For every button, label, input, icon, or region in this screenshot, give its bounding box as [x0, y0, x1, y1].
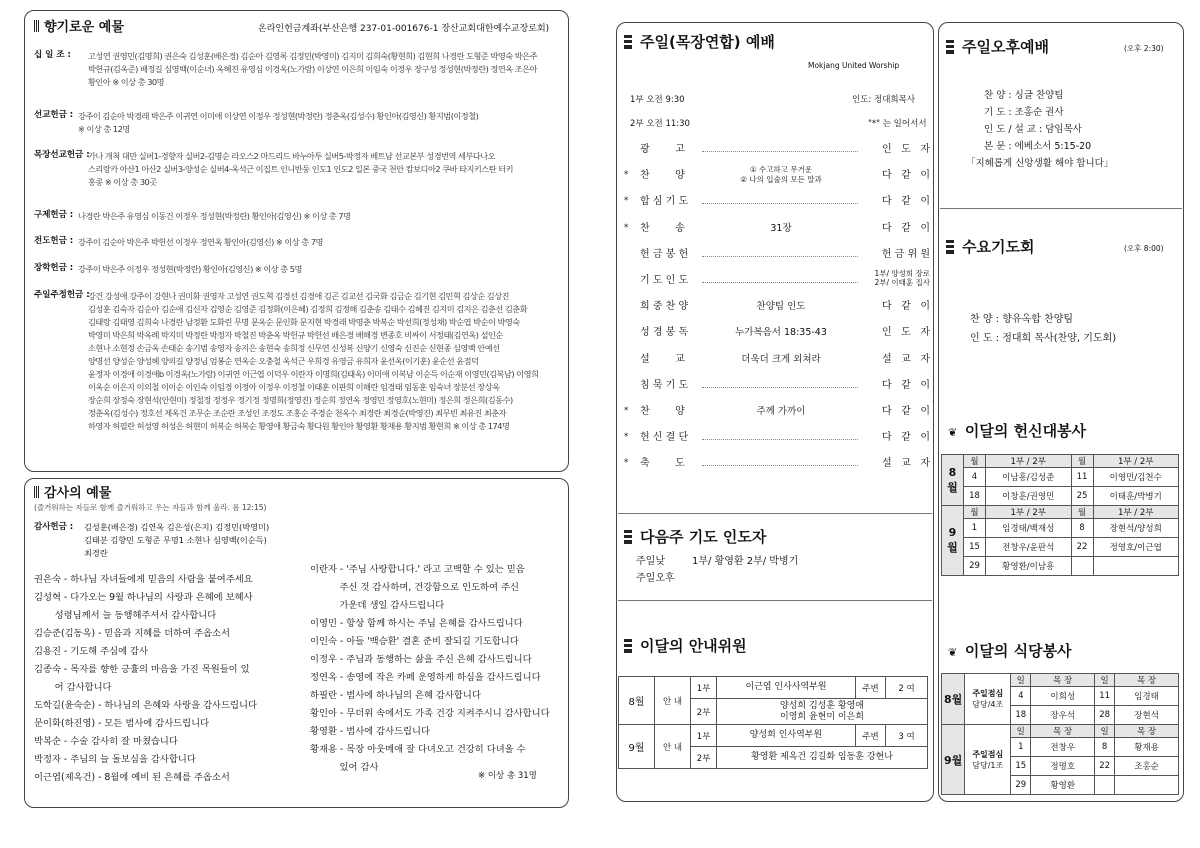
offering-group-line: 하영자 허필란 허성영 허성은 허현미 허복순 허복순 황영애 황금숙 황다원 황인아 황영환 황재용 황지범 황현희 ※ 이상 총 174명: [88, 421, 510, 431]
order-item: 설 교: [640, 353, 685, 365]
kitchen-head-cell: 목 장: [1115, 674, 1179, 687]
offering-group-line: 김태랑 김태영 김희숙 나경란 남정환 도화린 무명 문옥순 문인화 문지현 박경래 박명춘 박복순 박선희(정성채) 박순엽 박순이 박영숙: [88, 317, 520, 327]
service-head-cell: 월: [964, 506, 986, 519]
kitchen-group: [965, 674, 1011, 725]
order-leader: 헌 금 위 원: [858, 249, 930, 262]
worship-note: "*" 는 일어서서: [868, 119, 927, 129]
divider: [940, 208, 1182, 209]
service-cell: 18: [964, 487, 986, 506]
order-detail: 31장: [702, 223, 860, 235]
offering-group-line: 강건 강성애 강주이 강현나 권미화 권영자 고성연 권도혁 김경선 김경애 김곤 김교선 김국화 김금순 김기현 김민혁 김상순 김상진: [88, 291, 510, 301]
kitchen-cell: 황재용: [1115, 738, 1179, 757]
kitchen-group-sub: 담당/1조: [972, 760, 1004, 770]
kitchen-head-cell: 일: [1011, 725, 1031, 738]
divider: [618, 513, 932, 514]
thanks-name-line: 김성훈(배은경) 김연옥 김은성(은지) 김정민(박영미): [84, 522, 270, 532]
thanks-entry-line: 황재용 - 목장 아웃메애 잘 다녀오고 건강히 다녀올 수: [310, 744, 526, 755]
order-detail: 찬양팀 인도: [702, 301, 860, 313]
kitchen-table: [941, 673, 1179, 795]
offering-group-label: 선교헌금 :: [34, 110, 74, 120]
usher-names: 양성희 인사역부원: [717, 725, 856, 747]
thanks-label: 감사헌금 :: [34, 522, 74, 532]
afternoon-line: 찬 양 : 싱글 찬양팀: [984, 90, 1064, 101]
service-cell: 22: [1071, 538, 1093, 557]
thanks-entry-line: 정연옥 - 송영에 작은 카페 운영하게 하심을 감사드립니다: [310, 672, 541, 683]
kitchen-head-cell: 목 장: [1115, 725, 1179, 738]
section-icon: [946, 40, 954, 54]
kitchen-cell: 28: [1095, 706, 1115, 725]
thanks-entry-line: 황영환 - 범사에 감사드립니다: [310, 726, 430, 737]
service-header: [942, 455, 1179, 468]
leader-dots: [702, 256, 860, 257]
thanks-name-line: 김태분 김향민 도형준 무명1 소현나 심영백(이순득): [84, 535, 267, 545]
service-cell: 이영민/김천수: [1093, 468, 1179, 487]
usher-names: 양성희 김성훈 황영애 이영희 윤현미 이은희: [717, 699, 928, 725]
order-item: 찬 양: [640, 406, 685, 417]
cross-icon: ❦: [948, 426, 965, 439]
leader-dots: [702, 203, 860, 204]
section-icon: [624, 35, 632, 49]
usher-role: 안 내: [655, 725, 691, 769]
order-leader: 다 같 이: [858, 170, 930, 183]
thanks-title: 감사의 예물: [34, 486, 111, 502]
kitchen-cell: 정명호: [1031, 757, 1095, 776]
thanks-entry-line: 황인아 - 무더위 속에서도 가족 건강 지켜주시니 감사합니다: [310, 708, 550, 719]
offering-group-label: 장학헌금 :: [34, 263, 74, 273]
thanks-entry-line: 권은숙 - 하나님 자녀들에게 믿음의 사람을 붙여주세요: [34, 574, 253, 585]
service-table: [941, 454, 1179, 576]
service-cell: 11: [1071, 468, 1093, 487]
offering-group-line: 박영미 박은희 박옥례 박지미 박정란 박정자 박철진 박춘옥 박헌규 박헌선 배은경 배해경 변종호 비싸이 서정태(김연옥) 설인순: [88, 330, 503, 340]
order-item: 광 고: [640, 144, 685, 155]
thanks-entry-line: 김성혁 - 다가오는 9월 하나님의 사랑과 은혜에 보혜사: [34, 592, 253, 603]
worship-time-1: 1부 오전 9:30: [630, 95, 685, 105]
service-row: [942, 468, 1179, 487]
kitchen-cell: 15: [1011, 757, 1031, 776]
order-detail: 더욱더 크게 외쳐라: [702, 354, 860, 366]
offering-group-line: 가나 개척 대만 실버1-경향자 실버2-김명순 라오스2 마드리드 바누아투 실버5-박정자 베트남 선교본부 성경번역 세부다나오: [88, 151, 496, 161]
service-cell: 15: [964, 538, 986, 557]
usher-floor: 3 여: [886, 725, 928, 747]
usher-month: 8월: [619, 677, 655, 725]
kitchen-header: [942, 674, 1179, 687]
leader-dots: [702, 282, 860, 283]
offering-group-label: 전도헌금 :: [34, 236, 74, 246]
bars-icon: [34, 486, 39, 498]
offering-group-line: 나경란 박은주 유영심 이동건 이정우 정성현(박정란) 황인아(김영신) ※ 이상 총 7명: [78, 211, 351, 221]
thanks-entry-line: 성령님께서 늘 동행해주셔서 감사합니다: [34, 610, 217, 621]
section-icon: [946, 240, 954, 254]
kitchen-head-cell: 일: [1095, 674, 1115, 687]
thanks-entry-line: 김종숙 - 목자를 향한 긍휼의 마음을 가진 목원들이 있: [34, 664, 250, 675]
usher-month: 9월: [619, 725, 655, 769]
offering-group-line: 김성훈 김숙자 김순아 김순애 김신자 김영순 김영준 김정화(이은혜) 김정희 김정해 김춘송 김태수 김혜진 김지미 김지은 김춘선 김춘화: [88, 304, 528, 314]
kitchen-cell: 4: [1011, 687, 1031, 706]
offering-group-line: 강주이 박은주 이정우 정성현(박정란) 황인아(김영신) ※ 이상 총 5명: [78, 264, 302, 274]
service-month: 9월: [942, 506, 964, 576]
thanks-entry-line: 박복순 - 수술 감사히 잘 마쳤습니다: [34, 736, 178, 747]
service-row: [942, 519, 1179, 538]
stand-mark: *: [624, 196, 629, 207]
order-leader: 설 교 자: [858, 354, 930, 367]
kitchen-month: 8월: [942, 674, 965, 725]
kitchen-cell: [1095, 776, 1115, 795]
thanks-entry-line: 박정자 - 주님의 늘 돌보심을 감사합니다: [34, 754, 196, 765]
service-cell: 29: [964, 557, 986, 576]
order-detail: ① 수고하고 무거운 ② 나의 입술의 모든 말과: [702, 165, 860, 184]
leader-dots: [702, 439, 860, 440]
service-cell: 정영호/이근엽: [1093, 538, 1179, 557]
thanks-entry-line: 김용진 - 기도해 주심에 감사: [34, 646, 148, 657]
order-leader: 다 같 이: [858, 406, 930, 419]
order-item: 찬 송: [640, 222, 685, 234]
order-item: 기 도 인 도: [640, 275, 689, 286]
offering-title: 향기로운 예물: [34, 20, 124, 36]
kitchen-head-cell: 목 장: [1031, 725, 1095, 738]
order-leader: 다 같 이: [858, 380, 930, 393]
thanks-entry-line: 어 감사합니다: [34, 682, 112, 693]
afternoon-line: 「지혜롭게 신앙생활 해야 합니다」: [966, 158, 1114, 169]
service-title: ❦ 이달의 헌신대봉사: [948, 422, 1087, 440]
order-item: 헌 금 봉 헌: [640, 248, 689, 260]
service-month: 8월: [942, 455, 964, 506]
stand-mark: *: [624, 222, 629, 233]
thanks-entry-line: 문이화(하진영) - 모든 범사에 감사드립니다: [34, 718, 210, 729]
kitchen-group: [965, 725, 1011, 795]
stand-mark: *: [624, 406, 629, 416]
service-head-cell: 1부 / 2부: [1093, 506, 1179, 519]
usher-row: [619, 677, 928, 699]
offering-group-line: 강주이 김순아 박경래 박은주 이귀연 이미애 이상연 이정우 정성현(박정란) 정춘옥(김성수) 황인아(김영신) 황지범(이정철): [78, 111, 479, 121]
usher-names: 황영환 제옥건 김길화 임동훈 강현나: [717, 747, 928, 769]
usher-part: 2부: [691, 699, 717, 725]
next-week-afternoon: 주일오후: [636, 573, 675, 584]
service-header: [942, 506, 1179, 519]
afternoon-title: 주일오후예배: [946, 38, 1049, 57]
worship-subtitle: Mokjang United Worship: [808, 61, 900, 70]
stand-mark: *: [624, 432, 629, 443]
service-cell: [1071, 557, 1093, 576]
order-item: 합 심 기 도: [640, 196, 689, 208]
leader-dots: [702, 151, 860, 152]
usher-part: 1부: [691, 677, 717, 699]
thanks-entry-line: 주신 것 감사하며, 건강함으로 인도하여 주신: [310, 582, 519, 593]
ushers-table: [618, 676, 928, 769]
afternoon-time: (오후 2:30): [1124, 44, 1164, 53]
next-week-title: 다음주 기도 인도자: [624, 528, 766, 547]
kitchen-cell: 이희성: [1031, 687, 1095, 706]
cross-icon: ❦: [948, 646, 965, 659]
thanks-name-line: 최경란: [84, 548, 108, 558]
kitchen-header: [942, 725, 1179, 738]
order-item: 성 경 봉 독: [640, 327, 689, 339]
service-row: [942, 538, 1179, 557]
kitchen-cell: 18: [1011, 706, 1031, 725]
wednesday-line: 인 도 : 정대희 목사(찬양, 기도회): [970, 333, 1117, 344]
thanks-entry-line: 이근엽(제옥건) - 8월에 예비 된 은혜를 주옵소서: [34, 772, 230, 783]
kitchen-group-sub: 담당/4조: [972, 700, 1004, 709]
kitchen-cell: 장우석: [1031, 706, 1095, 725]
next-week-morning: 주일낮: [636, 556, 665, 567]
offering-group-line: 강주이 김순아 박은주 박헌선 이정우 정연옥 황인아(김영신) ※ 이상 총 7명: [78, 237, 323, 247]
order-leader: 인 도 자: [858, 144, 930, 157]
order-item: 축 도: [640, 458, 685, 470]
usher-part: 1부: [691, 725, 717, 747]
service-head-cell: 월: [1071, 506, 1093, 519]
offering-group-line: 장순희 장정숙 장현석(안현미) 정철정 정정우 정기정 정명희(정영진) 정순희 정연옥 정영민 정영호(노현미) 정은희 정은희(김동수): [88, 395, 513, 405]
section-icon: [624, 639, 632, 653]
offering-group-line: 윤정자 이경애 이경애b 이경옥(노가람) 이귀연 이근엽 이덕우 이란자 이명희(김태옥) 이미애 이복남 이순득 이순재 이영민(김복남) 이영희: [88, 369, 539, 379]
service-head-cell: 1부 / 2부: [986, 455, 1072, 468]
thanks-entry-line: 이정우 - 주님과 동행하는 삶을 주신 은혜 감사드립니다: [310, 654, 532, 665]
offering-account: 온라인헌금계좌(부산은행 237-01-001676-1 장산교회대한예수교장로회): [258, 24, 550, 34]
kitchen-cell: 29: [1011, 776, 1031, 795]
thanks-total: ※ 이상 총 31명: [478, 771, 537, 781]
service-cell: [1093, 557, 1179, 576]
kitchen-cell: 조홍순: [1115, 757, 1179, 776]
thanks-entry-line: 이영민 - 항상 함께 하시는 주님 은혜를 감사드립니다: [310, 618, 523, 629]
thanks-entry-line: 도학길(윤숙순) - 하나님의 은혜와 사랑을 감사드립니다: [34, 700, 257, 711]
order-leader: 인 도 자: [858, 327, 930, 340]
thanks-entry-line: 하필란 - 범사에 하나님의 은혜 감사합니다: [310, 690, 481, 701]
kitchen-title: ❦ 이달의 식당봉사: [948, 642, 1072, 660]
kitchen-cell: 황영환: [1031, 776, 1095, 795]
usher-part: 2부: [691, 747, 717, 769]
order-detail: 주께 가까이: [702, 406, 860, 418]
order-item: 침 묵 기 도: [640, 379, 689, 391]
service-cell: 4: [964, 468, 986, 487]
kitchen-cell: 1: [1011, 738, 1031, 757]
service-cell: 8: [1071, 519, 1093, 538]
service-cell: 이창훈/권영민: [986, 487, 1072, 506]
order-leader: 설 교 자: [858, 458, 930, 471]
worship-time-2: 2부 오전 11:30: [630, 119, 690, 129]
usher-names: 이근엽 인사사역부원: [717, 677, 856, 699]
offering-group-label: 주일주정헌금 :: [34, 290, 90, 300]
kitchen-cell: 장현석: [1115, 706, 1179, 725]
kitchen-head-cell: 일: [1011, 674, 1031, 687]
service-row: [942, 487, 1179, 506]
service-cell: 전창우/윤판석: [986, 538, 1072, 557]
stand-mark: *: [624, 458, 629, 469]
service-cell: 25: [1071, 487, 1093, 506]
wednesday-title: 수요기도회: [946, 238, 1034, 257]
service-cell: 황영환/이남흥: [986, 557, 1072, 576]
order-leader: 다 같 이: [858, 223, 930, 236]
offering-group-line: 황인아 ※ 이상 총 30명: [88, 77, 165, 87]
order-leader: 다 같 이: [858, 196, 930, 209]
offering-group-line: 양명선 양성순 양성혜 양의길 양정님 엄봉순 연옥순 오충철 옥석근 우희경 유영금 유희자 윤선옥(이기훈) 윤순선 윤점덕: [88, 356, 479, 366]
wednesday-line: 찬 양 : 향유옥합 찬양팀: [970, 314, 1074, 325]
offering-group-line: 이옥순 이은지 이의철 이이순 이인숙 이임경 이정아 이정우 이정철 이태훈 이판희 이해란 임경태 임동훈 임숙녀 장분선 장상옥: [88, 382, 500, 392]
kitchen-group-label: 주일점심: [972, 689, 1004, 698]
afternoon-line: 기 도 : 조홍순 권사: [984, 107, 1064, 118]
usher-place: 주변: [856, 725, 886, 747]
kitchen-cell: 22: [1095, 757, 1115, 776]
offering-group-line: 스리랑카 아산1 아산2 실버3-양성순 실버4-옥석근 이집트 인니반둥 인도1 인도2 일본 중국 천안 캄보디아2 쿠바 타지키스탄 터키: [88, 164, 514, 174]
thanks-entry-line: 이인숙 - 아들 '백승환' 결혼 준비 잘되길 기도합니다: [310, 636, 519, 647]
kitchen-month: 9월: [942, 725, 965, 795]
order-item: 헌 신 결 단: [640, 432, 689, 444]
thanks-entry-line: 김승준(김동옥) - 믿음과 지혜를 더하여 주옵소서: [34, 628, 231, 639]
kitchen-cell: 8: [1095, 738, 1115, 757]
leader-dots: [702, 465, 860, 466]
offering-group-line: 고성연 권영민(김명희) 권은숙 김성훈(배은경) 김순아 김영록 김정민(박영미) 김지미 김희숙(황현희) 김현희 나경란 도형준 박영숙 박은주: [88, 51, 537, 61]
offering-group-line: 정춘옥(김성수) 정호선 제옥건 조무순 조순란 조성인 조정도 조홍순 주경순 천옥수 최경란 최경순(박영진) 최무빈 최유진 최춘자: [88, 408, 507, 418]
service-head-cell: 월: [964, 455, 986, 468]
divider: [618, 600, 932, 601]
wednesday-time: (오후 8:00): [1124, 244, 1164, 253]
service-head-cell: 1부 / 2부: [986, 506, 1072, 519]
usher-row: [619, 725, 928, 747]
worship-title: 주일(목장연합) 예배: [624, 33, 775, 52]
section-icon: [624, 530, 632, 544]
kitchen-group-label: 주일점심: [972, 749, 1004, 759]
next-week-morning-value: 1부/ 황영환 2부/ 박병기: [692, 556, 799, 567]
worship-leader: 인도: 정대희목사: [852, 95, 916, 105]
kitchen-cell: 임경태: [1115, 687, 1179, 706]
usher-floor: 2 여: [886, 677, 928, 699]
service-cell: 장현석/양성희: [1093, 519, 1179, 538]
offering-group-line: 소현나 소현정 손금옥 손태순 송기범 송영자 송지은 송현숙 송희정 신무연 신성복 신양기 신영숙 신진순 신현종 심영백 안예선: [88, 343, 500, 353]
service-row: [942, 557, 1179, 576]
order-item: 희 중 찬 양: [640, 301, 689, 313]
service-cell: 이태훈/박병기: [1093, 487, 1179, 506]
thanks-entry-line: 이란자 - '주님 사랑합니다.' 라고 고백할 수 있는 믿음: [310, 564, 525, 575]
thanks-entry-line: 있어 감사: [310, 762, 379, 773]
offering-group-label: 구제헌금 :: [34, 210, 74, 220]
order-detail: 누가복음서 18:35-43: [702, 327, 860, 339]
afternoon-line: 본 문 : 에베소서 5:15-20: [984, 141, 1092, 152]
order-leader: 다 같 이: [858, 432, 930, 445]
ushers-title: 이달의 안내위원: [624, 637, 747, 656]
offering-group-line: ※ 이상 총 12명: [78, 124, 130, 134]
thanks-subtitle: (즐거워하는 자들로 함께 즐거워하고 우는 자들과 함께 울라. 롬 12:15): [34, 503, 267, 512]
service-head-cell: 월: [1071, 455, 1093, 468]
order-leader: 1부/ 양성희 장로 2부/ 이태훈 집사: [858, 269, 930, 288]
kitchen-cell: 전창우: [1031, 738, 1095, 757]
afternoon-line: 인 도 / 설 교 : 담임목사: [984, 124, 1082, 135]
kitchen-cell: [1115, 776, 1179, 795]
offering-group-label: 십 일 조 :: [34, 50, 71, 60]
kitchen-head-cell: 목 장: [1031, 674, 1095, 687]
offering-group-line: 홍콩 ※ 이상 총 30곳: [88, 177, 157, 187]
offering-group-line: 박헌규(김옥준) 배정길 심영백(이순녀) 옥혜진 유영심 이경옥(노가람) 이상연 이은희 이임숙 이정우 장구성 정성현(박정란) 정연옥 조은아: [88, 64, 537, 74]
order-leader: 다 같 이: [858, 301, 930, 314]
service-cell: 1: [964, 519, 986, 538]
order-item: 찬 양: [640, 170, 685, 182]
service-head-cell: 1부 / 2부: [1093, 455, 1179, 468]
kitchen-head-cell: 일: [1095, 725, 1115, 738]
bars-icon: [34, 20, 39, 32]
kitchen-cell: 11: [1095, 687, 1115, 706]
leader-dots: [702, 387, 860, 388]
service-cell: 임경태/백재성: [986, 519, 1072, 538]
usher-role: 안 내: [655, 677, 691, 725]
service-cell: 이남흥/김성준: [986, 468, 1072, 487]
usher-place: 주변: [856, 677, 886, 699]
stand-mark: *: [624, 170, 629, 181]
offering-group-label: 목장선교헌금 :: [34, 150, 90, 160]
thanks-entry-line: 가운데 생일 감사드립니다: [310, 600, 445, 611]
